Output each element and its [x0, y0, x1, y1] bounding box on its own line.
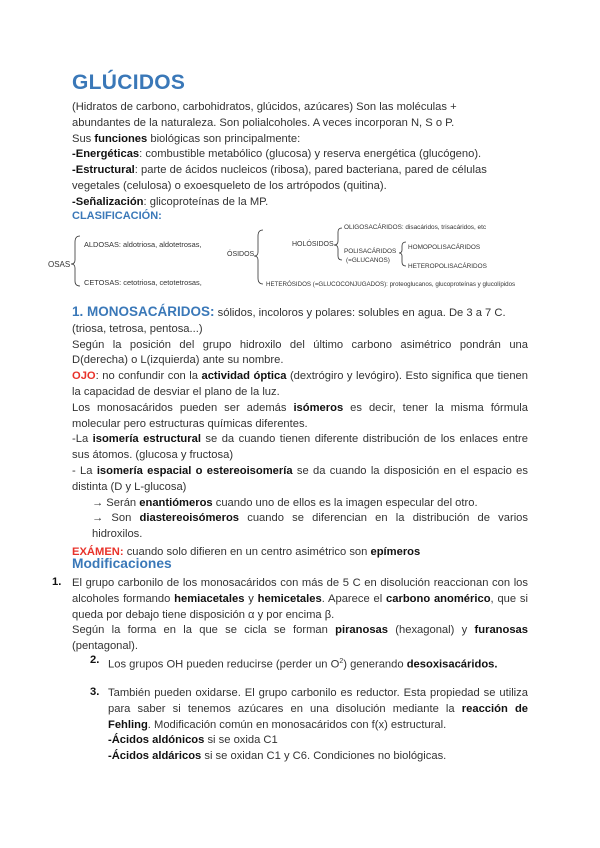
fehling-paragraph: También pueden oxidarse. El grupo carbonilo es reductor. Esta propiedad se utiliza para saber si tenemos azúcares en una disolución mediante la reacción de Fehling. Modificación común en monosacáridos con f(x) estructural. — [108, 687, 528, 731]
holosidos-label: HOLÓSIDOS — [292, 241, 334, 248]
osidos-label: ÓSIDOS — [227, 251, 255, 258]
page-title: GLÚCIDOS — [72, 71, 186, 94]
aldosas-label: ALDOSAS: aldotriosa, aldotetrosas, — [84, 240, 202, 249]
intro-line-1: (Hidratos de carbono, carbohidratos, glúcidos, azúcares) Son las moléculas + — [72, 101, 457, 113]
osas-label: OSAS — [48, 260, 71, 269]
modificaciones-heading: Modificaciones — [72, 556, 172, 571]
isomeria-espacial-paragraph: - La isomería espacial o estereoisomería se da cuando la disposición en el espacio es distinta (D y L-glucosa) — [72, 464, 528, 493]
modificacion-3 — [108, 686, 528, 765]
mono-examples: (triosa, tetrosa, pentosa...) — [72, 322, 203, 335]
item-number-2: 2. — [90, 654, 100, 666]
intro-line-2: abundantes de la naturaleza. Son polialcoholes. A veces incorporan N, S o P. — [72, 116, 455, 129]
cetosas-label: CETOSAS: cetotriosa, cetotetrosas, — [84, 278, 202, 287]
isomeria-estructural-paragraph: -La isomería estructural se da cuando tienen diferente distribución de los enlaces entre sus átomos. (glucosa y fructosa) — [72, 433, 528, 462]
monosacaridos-heading-line: 1. MONOSACÁRIDOS: sólidos, incoloros y polares: solubles en agua. De 3 a 7 C. — [72, 304, 506, 319]
monosacaridos-section — [72, 304, 528, 561]
heterosidos-label: HETERÓSIDOS (=GLUCOCONJUGADOS): proteoglucanos, glucoproteínas y glucolípidos — [266, 281, 516, 288]
diastereoisomeros-item: → Son diastereoisómeros cuando se diferencian en la distribución de varios hidroxilos. — [92, 512, 528, 541]
mono-dl-paragraph: Según la posición del grupo hidroxilo del último carbono asimétrico pondrán una D(derecha) o L(izquierda) ante su nombre. — [72, 338, 528, 367]
senalizacion-line: -Señalización: glicoproteínas de la MP. — [72, 195, 269, 208]
intro-line-3: Sus funciones biológicas son principalmente: — [72, 132, 301, 145]
polisacaridos-label: POLISACÁRIDOS — [344, 248, 397, 255]
oligosacaridos-label: OLIGOSACÁRIDOS: disacáridos, trisacáridos, etc — [344, 224, 487, 231]
acidos-aldaricos-line: -Ácidos aldáricos si se oxidan C1 y C6. Condiciones no biológicas. — [108, 750, 447, 763]
enantiomeros-item: → Serán enantiómeros cuando uno de ellos es la imagen especular del otro. — [92, 496, 478, 509]
homopolisacaridos-label: HOMOPOLISACÁRIDOS — [408, 244, 481, 251]
ojo-paragraph: OJO: no confundir con la actividad óptica (dextrógiro y levógiro). Esto significa que tienen la capacidad de desviar el plano de la luz. — [72, 370, 528, 398]
acidos-aldonicos-line: -Ácidos aldónicos si se oxida C1 — [108, 734, 278, 747]
glucanos-label: (=GLUCANOS) — [346, 257, 390, 264]
intro-paragraph — [72, 100, 528, 211]
heteropolisacaridos-label: HETEROPOLISACÁRIDOS — [408, 263, 487, 270]
desoxisacaridos-paragraph: Los grupos OH pueden reducirse (perder un $O^2$) generando desoxisacáridos. — [108, 658, 498, 671]
modificacion-2 — [108, 654, 528, 674]
modificacion-1 — [72, 576, 528, 655]
piranosas-paragraph: Según la forma en la que se cicla se forman piranosas (hexagonal) y furanosas (pentagonal). — [72, 624, 528, 653]
isomeros-paragraph: Los monosacáridos pueden ser además isómeros es decir, tener la misma fórmula molecular pero estructuras químicas diferentes. — [72, 401, 529, 430]
item-number-1: 1. — [52, 576, 62, 588]
hemiacetales-paragraph: El grupo carbonilo de los monosacáridos con más de 5 C en disolución reaccionan con los alcoholes formando hemiacetales y hemicetales. Aparece el carbono anomérico, que si queda por debajo tiene disposición α y por encima β. — [72, 577, 529, 621]
energeticas-line: -Energéticas: combustible metabólico (glucosa) y reserva energética (glucógeno). — [72, 148, 482, 161]
estructural-line-2: vegetales (celulosa) o exoesqueleto de los artrópodos (quitina). — [72, 179, 387, 192]
item-number-3: 3. — [90, 686, 100, 698]
classification-diagram — [0, 220, 600, 295]
estructural-line: -Estructural: parte de ácidos nucleicos (ribosa), pared bacteriana, pared de células — [72, 164, 487, 177]
classification-heading: CLASIFICACIÓN: — [72, 210, 162, 222]
examen-note: EXÁMEN: cuando solo difieren en un centro asimétrico son epímeros — [72, 545, 421, 558]
